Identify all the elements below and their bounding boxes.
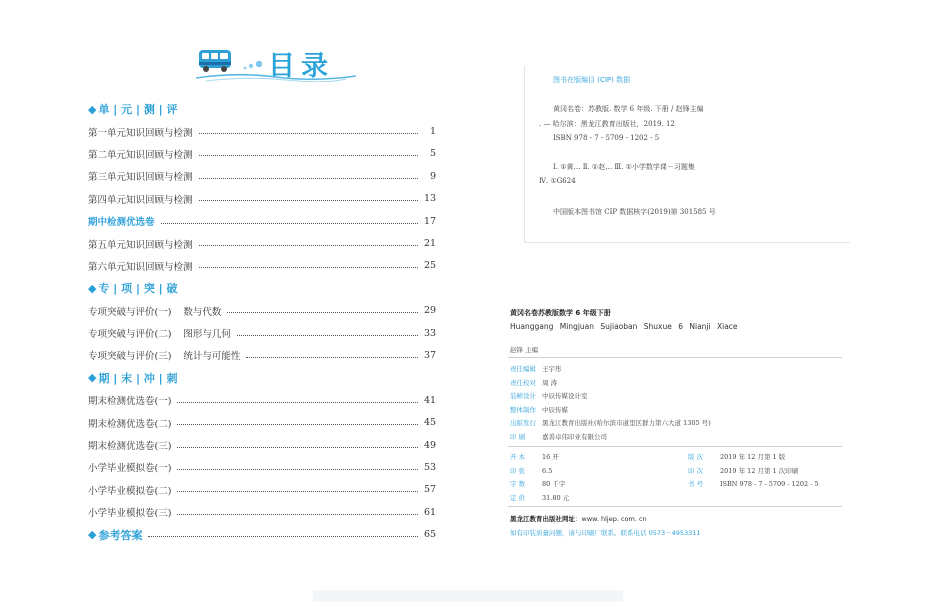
spec-row xyxy=(510,493,569,502)
dot-leader xyxy=(177,491,418,492)
wave-decoration xyxy=(196,72,356,82)
entry-page: 21 xyxy=(424,238,437,250)
cip-line: ISBN 978 - 7 - 5709 - 1202 - 5 xyxy=(553,134,660,142)
entry-title: 专项突破与评价(三) xyxy=(88,351,172,363)
site-url[interactable]: ：www. hljep. com. cn xyxy=(575,515,647,523)
entry-page: 53 xyxy=(424,461,437,473)
staff-value: 黑龙江教育出版社(哈尔滨市道里区群力第六大道 1305 号) xyxy=(542,419,711,427)
toc-entry[interactable] xyxy=(88,501,436,523)
dot-leader xyxy=(199,267,418,268)
divider xyxy=(508,506,842,507)
toc-entry[interactable] xyxy=(88,434,436,456)
site-label: 黑龙江教育出版社网址 xyxy=(510,515,575,523)
entry-title: 小学毕业模拟卷(一) xyxy=(88,463,172,475)
entry-title: 专项突破与评价(二) xyxy=(88,329,172,341)
staff-value: 王宇彤 xyxy=(542,365,562,373)
publisher-site xyxy=(510,514,647,523)
section-heading xyxy=(88,277,436,299)
dot-leader xyxy=(246,357,418,358)
entry-page: 25 xyxy=(424,260,437,272)
diamond-icon: ◆ xyxy=(88,102,97,116)
toc-entry[interactable] xyxy=(88,300,436,322)
dot-leader xyxy=(199,245,418,246)
entry-title: 第五单元知识回顾与检测 xyxy=(88,239,193,251)
entry-title: 第二单元知识回顾与检测 xyxy=(88,149,193,161)
spec-row xyxy=(688,479,819,488)
entry-page: 37 xyxy=(424,349,437,361)
entry-page: 33 xyxy=(424,327,437,339)
staff-key: 整体制作 xyxy=(510,405,536,414)
entry-title: 参考答案 xyxy=(98,528,143,542)
staff-row xyxy=(510,418,711,427)
section-label: 期 | 末 | 冲 | 刺 xyxy=(98,371,178,385)
toc-entry[interactable] xyxy=(88,120,436,142)
dot-leader xyxy=(177,469,418,470)
toc-entry[interactable] xyxy=(88,411,436,433)
section-heading xyxy=(88,367,436,389)
dot-leader xyxy=(161,223,418,224)
dots-decoration xyxy=(242,58,266,72)
staff-value: 中辰传媒设计室 xyxy=(542,392,588,400)
dot-leader xyxy=(199,133,418,134)
toc-entry[interactable] xyxy=(88,232,436,254)
staff-row xyxy=(510,432,607,441)
staff-key: 印 刷 xyxy=(510,432,526,441)
entry-page: 57 xyxy=(424,484,437,496)
staff-row xyxy=(510,391,588,400)
diamond-icon: ◆ xyxy=(88,281,97,295)
cip-line: . — 哈尔滨：黑龙江教育出版社，2019. 12 xyxy=(539,120,675,128)
entry-page: 49 xyxy=(424,439,437,451)
entry-title: 期末检测优选卷(三) xyxy=(88,441,172,453)
entry-page: 61 xyxy=(424,506,437,518)
toc-entry[interactable] xyxy=(88,165,436,187)
entry-title: 第四单元知识回顾与检测 xyxy=(88,194,193,206)
entry-title: 小学毕业模拟卷(二) xyxy=(88,485,172,497)
book-editor: 赵锋 主编 xyxy=(510,346,539,354)
entry-page: 65 xyxy=(424,529,437,541)
toc-entry[interactable] xyxy=(88,456,436,478)
entry-page: 5 xyxy=(429,148,436,160)
divider xyxy=(508,446,842,447)
toc-entry[interactable] xyxy=(88,523,436,545)
staff-row xyxy=(510,378,557,387)
dot-leader xyxy=(177,424,418,425)
spec-key: 印 次 xyxy=(688,466,704,475)
staff-key: 责任编辑 xyxy=(510,365,536,373)
dot-leader xyxy=(237,335,418,336)
spec-row xyxy=(510,452,559,461)
entry-page: 17 xyxy=(424,215,437,227)
entry-page: 41 xyxy=(424,394,437,406)
entry-title: 期末检测优选卷(一) xyxy=(88,396,172,408)
staff-row xyxy=(510,364,562,373)
bottom-strip xyxy=(313,590,623,602)
divider xyxy=(508,357,842,358)
entry-title: 期中检测优选卷 xyxy=(88,217,155,229)
entry-page: 1 xyxy=(429,126,436,138)
spec-value: 6.5 xyxy=(542,466,553,475)
entry-subtitle: 图形与几何 xyxy=(183,329,231,341)
page-title: 目录 xyxy=(268,51,334,82)
dot-leader xyxy=(177,447,418,448)
cip-heading: 图书在版编目 (CIP) 数据 xyxy=(553,76,631,84)
section-heading xyxy=(88,98,436,120)
toc-entry[interactable] xyxy=(88,479,436,501)
entry-title: 第一单元知识回顾与检测 xyxy=(88,127,193,139)
toc-header xyxy=(196,44,356,80)
entry-subtitle: 数与代数 xyxy=(183,306,222,318)
entry-title: 小学毕业模拟卷(三) xyxy=(88,508,172,520)
spec-key: 定 价 xyxy=(510,493,526,502)
spec-key: 书 号 xyxy=(688,480,704,488)
dot-leader xyxy=(199,155,418,156)
toc-entry[interactable] xyxy=(88,210,436,232)
cip-block xyxy=(524,66,850,243)
dot-leader xyxy=(148,536,418,537)
dot-leader xyxy=(199,178,418,179)
spec-row xyxy=(688,452,785,461)
quality-notice: 如有印装质量问题，请与印刷厂联系。联系电话 0573－4953311 xyxy=(510,529,701,537)
staff-row xyxy=(510,405,568,414)
entry-title: 期末检测优选卷(二) xyxy=(88,418,172,430)
toc-entry[interactable] xyxy=(88,255,436,277)
cip-line: 黄冈名卷：苏教版. 数学 6 年级. 下册 / 赵锋主编 xyxy=(553,105,704,113)
dot-leader xyxy=(177,514,418,515)
section-label: 专 | 项 | 突 | 破 xyxy=(98,282,178,296)
toc-entry[interactable] xyxy=(88,389,436,411)
spec-value: 16 开 xyxy=(542,453,559,461)
diamond-icon: ◆ xyxy=(88,528,97,542)
spec-key: 印 张 xyxy=(510,466,526,475)
cip-line: 中国版本图书馆 CIP 数据核字(2019)第 301585 号 xyxy=(553,208,716,216)
staff-key: 装帧设计 xyxy=(510,392,536,400)
spec-value: ISBN 978 - 7 - 5709 - 1202 - 5 xyxy=(720,480,819,488)
entry-page: 9 xyxy=(429,170,436,182)
spec-key: 开 本 xyxy=(510,453,526,461)
book-pinyin: Huanggang Mingjuan Sujiaoban Shuxue 6 Nianji Xiace xyxy=(510,322,738,331)
staff-value: 嘉善卓伟印业有限公司 xyxy=(542,432,607,441)
dot-leader xyxy=(227,312,418,313)
entry-subtitle: 统计与可能性 xyxy=(183,351,241,363)
staff-key: 责任校对 xyxy=(510,378,536,387)
diamond-icon: ◆ xyxy=(88,371,97,385)
spec-row xyxy=(688,466,798,475)
entry-page: 13 xyxy=(424,193,437,205)
toc-entry[interactable] xyxy=(88,322,436,344)
cip-line: Ⅰ. ①黄… Ⅱ. ①赵… Ⅲ. ①小学数学课－习题集 xyxy=(553,163,695,171)
staff-value: 中辰传媒 xyxy=(542,405,568,414)
toc-entry[interactable] xyxy=(88,344,436,366)
dot-leader xyxy=(199,200,418,201)
spec-key: 版 次 xyxy=(688,453,704,461)
spec-value: 2019 年 12 月第 1 版 xyxy=(720,453,786,461)
section-label: 单 | 元 | 测 | 评 xyxy=(98,103,178,117)
spec-value: 31.80 元 xyxy=(542,493,570,502)
toc-entry[interactable] xyxy=(88,143,436,165)
dot-leader xyxy=(177,402,418,403)
spec-value: 2019 年 12 月第 1 次印刷 xyxy=(720,466,799,475)
book-title: 黄冈名卷苏教版数学 6 年级下册 xyxy=(510,309,611,317)
spec-value: 80 千字 xyxy=(542,480,566,488)
toc-entry[interactable] xyxy=(88,188,436,210)
table-of-contents xyxy=(88,98,436,546)
entry-title: 第三单元知识回顾与检测 xyxy=(88,172,193,184)
spec-key: 字 数 xyxy=(510,480,526,488)
entry-page: 29 xyxy=(424,305,437,317)
entry-page: 45 xyxy=(424,417,437,429)
spec-row xyxy=(510,479,565,488)
entry-title: 专项突破与评价(一) xyxy=(88,306,172,318)
entry-title: 第六单元知识回顾与检测 xyxy=(88,261,193,273)
staff-value: 周 涛 xyxy=(542,378,558,387)
spec-row xyxy=(510,466,552,475)
staff-key: 出版发行 xyxy=(510,419,536,427)
cip-line: Ⅳ. ①G624 xyxy=(539,177,576,185)
